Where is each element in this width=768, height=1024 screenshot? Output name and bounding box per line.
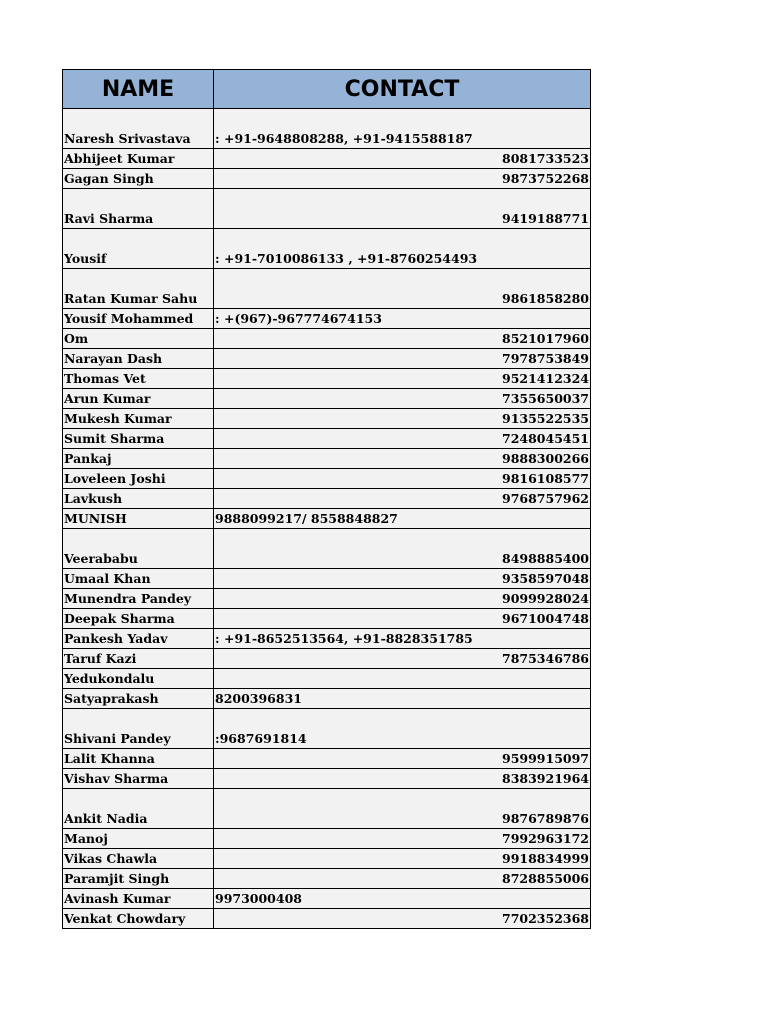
contact-number-cell: 7702352368: [214, 909, 591, 929]
contact-name-cell: Munendra Pandey: [63, 589, 214, 609]
contact-number-cell: : +91-9648808288, +91-9415588187: [214, 109, 591, 149]
contact-name-cell: Yousif: [63, 229, 214, 269]
contact-number-cell: 9599915097: [214, 749, 591, 769]
contact-number-cell: 7355650037: [214, 389, 591, 409]
contact-name-cell: Arun Kumar: [63, 389, 214, 409]
table-row: [63, 329, 591, 349]
table-row: [63, 449, 591, 469]
contact-number-cell: : +91-8652513564, +91-8828351785: [214, 629, 591, 649]
contact-name-cell: Mukesh Kumar: [63, 409, 214, 429]
table-row: [63, 569, 591, 589]
table-row: [63, 649, 591, 669]
table-row: [63, 269, 591, 309]
table-row: [63, 689, 591, 709]
table-row: [63, 149, 591, 169]
contact-name-cell: Satyaprakash: [63, 689, 214, 709]
contact-number-cell: 8081733523: [214, 149, 591, 169]
contact-number-cell: :9687691814: [214, 709, 591, 749]
contact-number-cell: 8728855006: [214, 869, 591, 889]
contact-number-cell: [214, 669, 591, 689]
contact-number-cell: 9973000408: [214, 889, 591, 909]
contact-name-cell: Lalit Khanna: [63, 749, 214, 769]
contact-number-cell: 9768757962: [214, 489, 591, 509]
table-row: [63, 609, 591, 629]
contact-name-cell: Narayan Dash: [63, 349, 214, 369]
contact-name-cell: Loveleen Joshi: [63, 469, 214, 489]
contact-number-cell: 9521412324: [214, 369, 591, 389]
contact-name-cell: Venkat Chowdary: [63, 909, 214, 929]
table-row: [63, 489, 591, 509]
table-row: [63, 749, 591, 769]
contact-number-cell: 9876789876: [214, 789, 591, 829]
contact-name-cell: Om: [63, 329, 214, 349]
table-row: [63, 529, 591, 569]
contact-number-cell: : +91-7010086133 , +91-8760254493: [214, 229, 591, 269]
contact-name-cell: Lavkush: [63, 489, 214, 509]
contact-name-cell: Shivani Pandey: [63, 709, 214, 749]
table-row: [63, 869, 591, 889]
table-row: [63, 669, 591, 689]
table-row: [63, 789, 591, 829]
table-row: [63, 589, 591, 609]
contact-name-cell: Umaal Khan: [63, 569, 214, 589]
table-row: [63, 829, 591, 849]
contact-name-cell: Ankit Nadia: [63, 789, 214, 829]
contact-number-cell: 8200396831: [214, 689, 591, 709]
table-row: [63, 169, 591, 189]
contact-name-cell: Paramjit Singh: [63, 869, 214, 889]
table-row: [63, 189, 591, 229]
table-row: [63, 369, 591, 389]
contact-number-cell: 7992963172: [214, 829, 591, 849]
contact-name-cell: Vishav Sharma: [63, 769, 214, 789]
contact-number-cell: : +(967)-967774674153: [214, 309, 591, 329]
contact-number-cell: 9816108577: [214, 469, 591, 489]
contact-name-cell: Abhijeet Kumar: [63, 149, 214, 169]
contact-name-cell: Ratan Kumar Sahu: [63, 269, 214, 309]
contact-number-cell: 8498885400: [214, 529, 591, 569]
contact-name-cell: Vikas Chawla: [63, 849, 214, 869]
table-row: [63, 509, 591, 529]
contact-name-cell: Taruf Kazi: [63, 649, 214, 669]
name-column-header: NAME: [63, 70, 214, 109]
table-row: [63, 349, 591, 369]
contact-number-cell: 9918834999: [214, 849, 591, 869]
contact-name-cell: Thomas Vet: [63, 369, 214, 389]
table-body: [63, 109, 591, 929]
contact-number-cell: 9888300266: [214, 449, 591, 469]
contact-name-cell: Avinash Kumar: [63, 889, 214, 909]
contact-number-cell: 9671004748: [214, 609, 591, 629]
contact-number-cell: 9873752268: [214, 169, 591, 189]
table-row: [63, 709, 591, 749]
contact-number-cell: 8521017960: [214, 329, 591, 349]
contact-name-cell: Pankesh Yadav: [63, 629, 214, 649]
contact-number-cell: 9861858280: [214, 269, 591, 309]
table-row: [63, 849, 591, 869]
contact-number-cell: 9419188771: [214, 189, 591, 229]
contact-name-cell: Manoj: [63, 829, 214, 849]
table-row: [63, 769, 591, 789]
contact-name-cell: Yedukondalu: [63, 669, 214, 689]
table-header: [63, 70, 591, 109]
contact-name-cell: Naresh Srivastava: [63, 109, 214, 149]
table-row: [63, 109, 591, 149]
contact-name-cell: Gagan Singh: [63, 169, 214, 189]
contact-table: [62, 69, 591, 929]
contact-name-cell: MUNISH: [63, 509, 214, 529]
contact-number-cell: 7248045451: [214, 429, 591, 449]
contact-number-cell: 9358597048: [214, 569, 591, 589]
contact-name-cell: Sumit Sharma: [63, 429, 214, 449]
table-row: [63, 409, 591, 429]
contact-number-cell: 8383921964: [214, 769, 591, 789]
table-row: [63, 429, 591, 449]
table-row: [63, 229, 591, 269]
contact-number-cell: 9888099217/ 8558848827: [214, 509, 591, 529]
contact-name-cell: Ravi Sharma: [63, 189, 214, 229]
contact-number-cell: 7978753849: [214, 349, 591, 369]
contact-number-cell: 9135522535: [214, 409, 591, 429]
table-row: [63, 629, 591, 649]
contact-name-cell: Deepak Sharma: [63, 609, 214, 629]
header-row: [63, 70, 591, 109]
table-row: [63, 909, 591, 929]
contact-number-cell: 7875346786: [214, 649, 591, 669]
contact-number-cell: 9099928024: [214, 589, 591, 609]
contact-name-cell: Yousif Mohammed: [63, 309, 214, 329]
table-row: [63, 309, 591, 329]
contact-name-cell: Pankaj: [63, 449, 214, 469]
table-row: [63, 889, 591, 909]
contact-column-header: CONTACT: [214, 70, 591, 109]
contact-name-cell: Veerababu: [63, 529, 214, 569]
table-row: [63, 389, 591, 409]
table-row: [63, 469, 591, 489]
